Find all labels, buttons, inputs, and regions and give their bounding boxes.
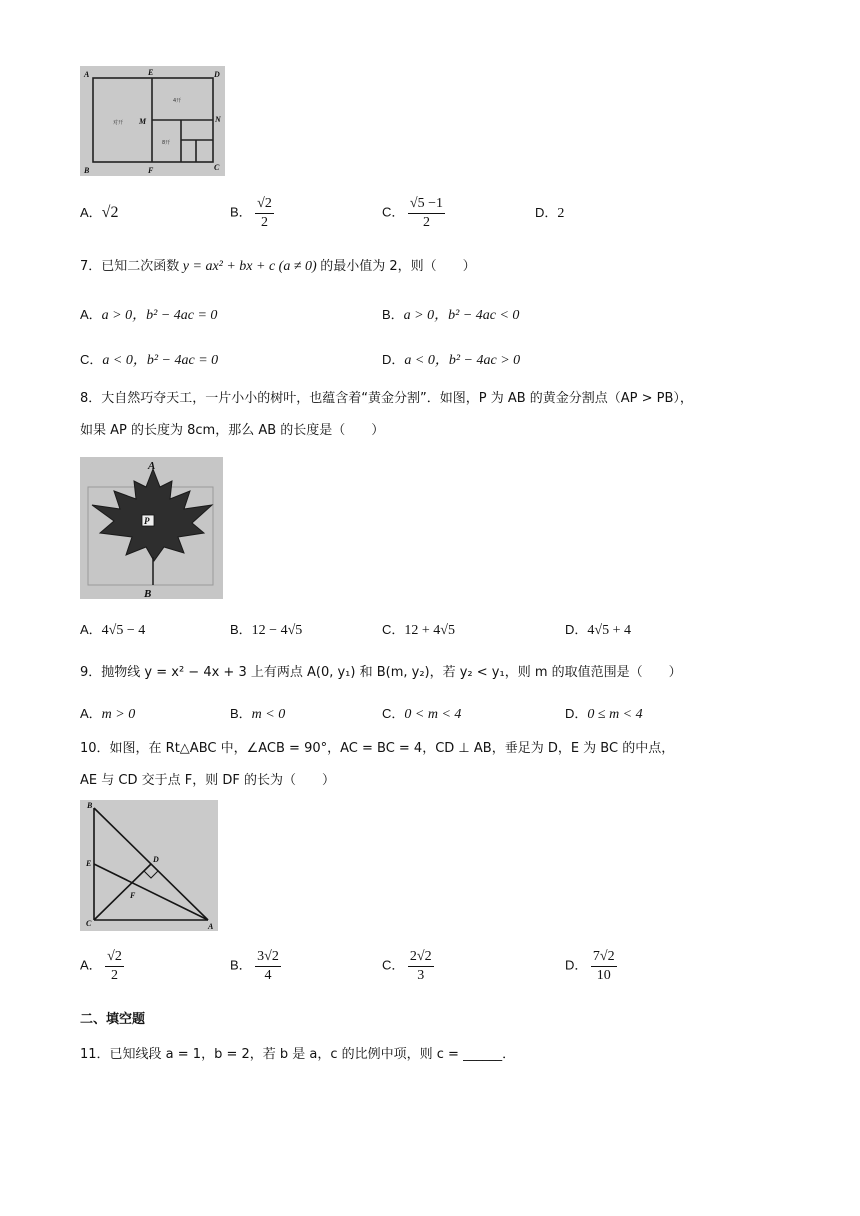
fig6-room-3: 8开	[162, 140, 171, 146]
q9-option-d: D．0 ≤ m < 4	[565, 706, 643, 722]
q9-option-a: A．m > 0	[80, 706, 136, 722]
q8-option-c: C．12 + 4√5	[382, 622, 455, 638]
q10-fig-label-d: D	[153, 855, 159, 864]
q9-option-c: C．0 < m < 4	[382, 706, 462, 722]
q11-stem: 11．已知线段 a = 1，b = 2，若 b 是 a，c 的比例中项，则 c = ______．	[80, 1047, 516, 1062]
q10-fig-label-b: B	[87, 801, 93, 810]
fig6-label-b: B	[84, 166, 90, 175]
fig6-label-f: F	[148, 166, 154, 175]
q6-option-d: D．2	[535, 205, 565, 221]
q10-option-a: A． $\frac{√2}{2}$	[80, 949, 122, 983]
q7-option-b: B．a > 0，b² − 4ac < 0	[382, 307, 520, 323]
q10-option-d: D． $\frac{7√2}{10}$	[565, 949, 615, 983]
q10-option-c-fraction: $\frac{2√2}{3}$	[409, 949, 432, 983]
q9-option-b: B．m < 0	[230, 706, 286, 722]
q6-option-b: B． $\frac{√2}{2}$	[230, 196, 272, 230]
q7-option-c: C．a < 0，b² − 4ac = 0	[80, 352, 219, 368]
q8-fig-label-p: P	[144, 516, 150, 526]
q10-option-a-fraction: $\frac{√2}{2}$	[107, 949, 122, 983]
paper-sizes-diagram	[80, 66, 225, 176]
q10-fig-label-e: E	[86, 859, 92, 868]
q8-stem-line1: 8．大自然巧夺天工，一片小小的树叶，也蕴含着“黄金分割”．如图，P 为 AB 的黄金分割点（AP > PB），	[80, 391, 693, 406]
q10-stem-line1: 10．如图，在 Rt△ABC 中，∠ACB = 90°，AC = BC = 4，CD ⊥ AB，垂足为 D，E 为 BC 的中点，	[80, 741, 675, 756]
q10-fig-label-c: C	[86, 919, 92, 928]
q10-option-c: C． $\frac{2√2}{3}$	[382, 949, 432, 983]
fig6-label-m: M	[139, 117, 147, 126]
fig6-label-c: C	[214, 163, 220, 172]
q8-fig-label-a: A	[148, 460, 156, 472]
fig6-label-e: E	[148, 68, 154, 77]
fig6-label-n: N	[215, 115, 221, 124]
fig6-room-2: 4开	[173, 98, 182, 104]
q8-fig-label-b: B	[144, 588, 152, 599]
q8-stem-line2: 如果 AP 的长度为 8cm，那么 AB 的长度是（ ）	[80, 423, 385, 438]
q6-option-c: C． $\frac{√5 -1}{2}$	[382, 196, 443, 230]
section-fill-in-title: 二、填空题	[80, 1012, 146, 1027]
fig6-room-1: 对开	[113, 120, 124, 126]
q7-option-a: A．a > 0，b² − 4ac = 0	[80, 307, 218, 323]
q8-option-d: D．4√5 + 4	[565, 622, 631, 638]
q10-option-b: B． $\frac{3√2}{4}$	[230, 949, 279, 983]
q7-stem: 7．已知二次函数 y = ax² + bx + c (a ≠ 0) 的最小值为 2，则（ ）	[80, 259, 476, 274]
q8-option-a: A．4√5 − 4	[80, 622, 146, 638]
q10-option-d-fraction: $\frac{7√2}{10}$	[592, 949, 615, 983]
figure-paper-sizes	[80, 66, 225, 176]
q10-option-b-fraction: $\frac{3√2}{4}$	[257, 949, 279, 983]
q10-stem-line2: AE 与 CD 交于点 F，则 DF 的长为（ ）	[80, 773, 335, 788]
q6-option-a: A．√2	[80, 204, 119, 221]
figure-maple-leaf	[80, 457, 223, 599]
q10-fig-label-a: A	[208, 922, 214, 931]
right-triangle-diagram	[80, 800, 218, 931]
q6-option-c-fraction: $\frac{√5 -1}{2}$	[409, 196, 443, 230]
q10-fig-label-f: F	[130, 891, 136, 900]
fig6-label-a: A	[84, 70, 90, 79]
maple-leaf-diagram	[80, 457, 223, 599]
q8-option-b: B．12 − 4√5	[230, 622, 303, 638]
q7-option-d: D．a < 0，b² − 4ac > 0	[382, 352, 521, 368]
q6-option-b-fraction: $\frac{√2}{2}$	[257, 196, 272, 230]
fig6-label-d: D	[214, 70, 220, 79]
q9-stem: 9．抛物线 y = x² − 4x + 3 上有两点 A(0, y₁) 和 B(m, y₂)，若 y₂ < y₁，则 m 的取值范围是（ ）	[80, 665, 682, 680]
figure-right-triangle	[80, 800, 218, 931]
